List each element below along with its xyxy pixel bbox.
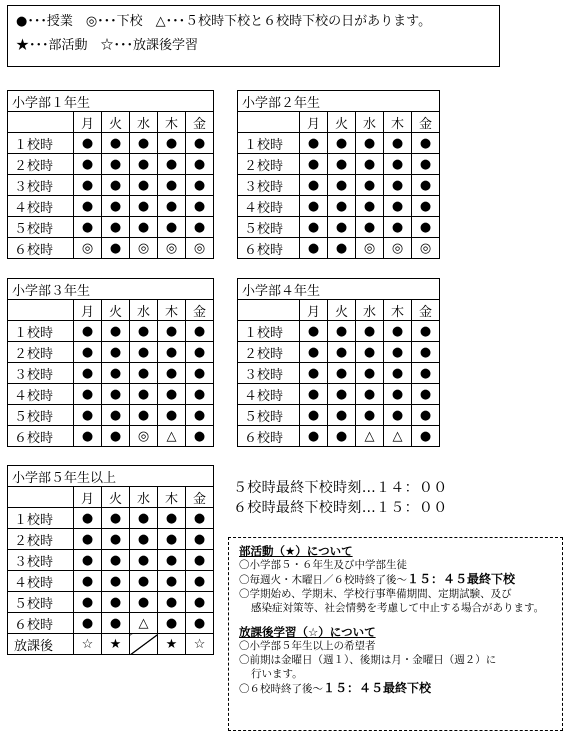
schedule-cell: ● [384, 384, 412, 405]
schedule-cell: ● [186, 613, 214, 634]
schedule-cell: ● [186, 175, 214, 196]
period-label: ５校時 [8, 592, 74, 613]
day-header: 水 [130, 112, 158, 133]
schedule-cell: ● [102, 571, 130, 592]
schedule-cell: ● [74, 342, 102, 363]
schedule-cell: ● [300, 426, 328, 447]
schedule-cell: ● [158, 196, 186, 217]
schedule-cell: ● [186, 321, 214, 342]
day-header: 金 [412, 112, 440, 133]
corner-cell [8, 112, 74, 133]
schedule-cell: ● [384, 363, 412, 384]
timetable-title: 小学部４年生 [238, 279, 440, 300]
schedule-cell: ● [158, 613, 186, 634]
timetable-grade-2 [237, 90, 440, 259]
schedule-cell: ● [186, 405, 214, 426]
schedule-cell: ● [412, 175, 440, 196]
schedule-cell: ● [328, 384, 356, 405]
period-label: ４校時 [8, 196, 74, 217]
day-header: 水 [130, 487, 158, 508]
schedule-cell: ● [130, 571, 158, 592]
schedule-cell: ● [412, 405, 440, 426]
schedule-cell: ● [300, 217, 328, 238]
schedule-cell: ● [186, 508, 214, 529]
schedule-cell: ● [412, 342, 440, 363]
schedule-cell: ◎ [158, 238, 186, 259]
study-heading: 放課後学習（☆）について [239, 625, 376, 639]
schedule-cell: ● [384, 154, 412, 175]
schedule-cell: ● [356, 405, 384, 426]
schedule-cell: ● [158, 154, 186, 175]
legend-line-1: ●･･･授業 ◎･･･下校 △･･･５校時下校と６校時下校の日があります。 [16, 14, 432, 29]
schedule-cell: ● [412, 154, 440, 175]
schedule-cell: ● [74, 529, 102, 550]
schedule-cell: ◎ [130, 426, 158, 447]
schedule-cell: ● [300, 363, 328, 384]
legend-box [7, 5, 500, 67]
study-line: 〇前期は金曜日（週１）、後期は月・金曜日（週２）に [239, 654, 497, 666]
period-label: ３校時 [8, 363, 74, 384]
schedule-cell: ● [158, 321, 186, 342]
study-line [239, 681, 562, 696]
schedule-cell: ● [102, 238, 130, 259]
schedule-cell: ● [158, 405, 186, 426]
schedule-cell: ● [328, 175, 356, 196]
schedule-cell: ● [74, 175, 102, 196]
period-label: ３校時 [8, 175, 74, 196]
schedule-cell: ● [412, 384, 440, 405]
schedule-cell: ● [328, 238, 356, 259]
schedule-cell: ● [186, 133, 214, 154]
schedule-cell: ● [356, 321, 384, 342]
schedule-cell: ● [102, 592, 130, 613]
schedule-cell: ● [300, 133, 328, 154]
schedule-cell: ● [74, 217, 102, 238]
schedule-cell: ● [300, 175, 328, 196]
schedule-cell: ● [186, 550, 214, 571]
timetable-title: 小学部２年生 [238, 91, 440, 112]
period-label: ４校時 [8, 384, 74, 405]
schedule-cell: ● [158, 363, 186, 384]
schedule-cell: △ [356, 426, 384, 447]
day-header: 水 [130, 300, 158, 321]
period-label: ３校時 [238, 175, 300, 196]
schedule-cell: ● [384, 321, 412, 342]
schedule-cell: ● [300, 342, 328, 363]
schedule-cell: ● [328, 133, 356, 154]
schedule-cell: ● [102, 508, 130, 529]
schedule-cell: ★ [158, 634, 186, 655]
day-header: 木 [158, 487, 186, 508]
dismissal-time-5th: ５校時最終下校時刻…１４：００ [233, 480, 448, 496]
schedule-cell: △ [158, 426, 186, 447]
schedule-cell: ● [412, 217, 440, 238]
day-header: 木 [384, 300, 412, 321]
spacer [239, 615, 562, 623]
dismissal-time-6th: ６校時最終下校時刻…１５：００ [233, 500, 448, 516]
day-header: 火 [328, 112, 356, 133]
schedule-cell: ● [384, 175, 412, 196]
schedule-cell: ● [130, 154, 158, 175]
schedule-cell: ● [158, 384, 186, 405]
period-label: １校時 [238, 133, 300, 154]
day-header: 月 [300, 300, 328, 321]
day-header: 金 [186, 487, 214, 508]
day-header: 月 [74, 300, 102, 321]
schedule-cell: ● [384, 217, 412, 238]
corner-cell [8, 300, 74, 321]
schedule-cell: ● [130, 550, 158, 571]
schedule-cell: ● [74, 363, 102, 384]
schedule-cell: ◎ [384, 238, 412, 259]
period-label: ６校時 [8, 238, 74, 259]
schedule-cell: ● [328, 342, 356, 363]
period-label: ３校時 [238, 363, 300, 384]
schedule-cell: ● [158, 592, 186, 613]
schedule-cell: ● [74, 405, 102, 426]
schedule-cell: ☆ [186, 634, 214, 655]
period-label: ５校時 [238, 405, 300, 426]
schedule-cell: ● [186, 154, 214, 175]
corner-cell [8, 487, 74, 508]
schedule-cell: ● [74, 196, 102, 217]
corner-cell [238, 112, 300, 133]
schedule-cell: ● [102, 154, 130, 175]
timetable-title: 小学部５年生以上 [8, 466, 214, 487]
schedule-cell: ● [328, 217, 356, 238]
schedule-cell: ● [130, 217, 158, 238]
day-header: 月 [74, 112, 102, 133]
schedule-cell: ● [158, 175, 186, 196]
period-label: １校時 [8, 508, 74, 529]
schedule-cell: ● [186, 384, 214, 405]
day-header: 火 [102, 112, 130, 133]
schedule-cell: ● [74, 550, 102, 571]
timetable-grade-3 [7, 278, 214, 447]
schedule-cell: ● [328, 321, 356, 342]
period-label: ２校時 [8, 342, 74, 363]
timetable-title: 小学部３年生 [8, 279, 214, 300]
day-header: 水 [356, 300, 384, 321]
schedule-cell: ◎ [356, 238, 384, 259]
schedule-cell: ● [130, 196, 158, 217]
schedule-cell: ☆ [74, 634, 102, 655]
period-label: １校時 [8, 133, 74, 154]
schedule-cell: ● [412, 133, 440, 154]
schedule-cell: ● [158, 571, 186, 592]
schedule-cell: ● [412, 321, 440, 342]
schedule-cell: ● [158, 133, 186, 154]
schedule-cell: ● [356, 175, 384, 196]
study-dismissal-time: １５：４５最終下校 [323, 681, 432, 695]
schedule-cell: ● [300, 238, 328, 259]
notes-box [228, 537, 563, 731]
schedule-cell: ● [158, 342, 186, 363]
period-label: ５校時 [8, 405, 74, 426]
club-line: 〇学期始め、学期末、学校行事準備期間、定期試験、及び [239, 588, 512, 600]
club-line-text: 〇毎週火・木曜日／６校時終了後～ [239, 574, 407, 586]
period-label: ２校時 [238, 154, 300, 175]
club-dismissal-time: １５：４５最終下校 [407, 572, 516, 586]
schedule-cell: ● [158, 217, 186, 238]
period-label: ６校時 [8, 426, 74, 447]
schedule-cell: ● [412, 426, 440, 447]
schedule-cell: ● [102, 321, 130, 342]
club-line: 感染症対策等、社会情勢を考慮して中止する場合があります。 [251, 602, 545, 614]
schedule-cell: ● [328, 363, 356, 384]
schedule-cell: ● [74, 133, 102, 154]
schedule-cell: ● [130, 363, 158, 384]
schedule-cell: ● [186, 342, 214, 363]
period-label: １校時 [238, 321, 300, 342]
study-line: 〇小学部５年生以上の希望者 [239, 640, 376, 652]
period-label: ２校時 [8, 154, 74, 175]
schedule-cell: ● [130, 133, 158, 154]
day-header: 木 [158, 112, 186, 133]
schedule-cell: ● [384, 196, 412, 217]
schedule-cell: ● [74, 508, 102, 529]
period-label: ４校時 [8, 571, 74, 592]
schedule-cell: ● [102, 550, 130, 571]
period-label: 放課後 [8, 634, 74, 655]
schedule-cell: ● [102, 133, 130, 154]
schedule-cell: ● [412, 363, 440, 384]
schedule-cell: △ [130, 613, 158, 634]
timetable-title: 小学部１年生 [8, 91, 214, 112]
schedule-cell: ● [384, 342, 412, 363]
schedule-cell: ● [102, 384, 130, 405]
legend-line-2: ★･･･部活動 ☆･･･放課後学習 [16, 38, 199, 53]
schedule-cell: ● [186, 571, 214, 592]
schedule-cell: ● [356, 217, 384, 238]
period-label: ４校時 [238, 384, 300, 405]
schedule-cell: ● [412, 196, 440, 217]
schedule-cell: ● [384, 133, 412, 154]
schedule-cell: ● [130, 175, 158, 196]
day-header: 金 [412, 300, 440, 321]
schedule-cell: ● [102, 529, 130, 550]
schedule-cell: ● [102, 175, 130, 196]
schedule-cell: △ [384, 426, 412, 447]
schedule-cell: ● [74, 384, 102, 405]
schedule-cell: ★ [102, 634, 130, 655]
schedule-cell: ● [328, 426, 356, 447]
day-header: 木 [158, 300, 186, 321]
timetable-grade-1 [7, 90, 214, 259]
period-label: ５校時 [8, 217, 74, 238]
schedule-cell: ● [328, 154, 356, 175]
schedule-cell: ● [328, 196, 356, 217]
schedule-cell: ● [102, 363, 130, 384]
schedule-cell: ● [186, 196, 214, 217]
schedule-cell: ● [74, 613, 102, 634]
schedule-cell: ● [74, 571, 102, 592]
schedule-cell: ● [74, 321, 102, 342]
schedule-cell: ● [186, 426, 214, 447]
day-header: 月 [74, 487, 102, 508]
schedule-cell: ● [130, 529, 158, 550]
timetable-grade-5-plus [7, 465, 214, 655]
schedule-cell: ● [130, 321, 158, 342]
club-line: 〇小学部５・６年生及び中学部生徒 [239, 559, 407, 571]
period-label: ６校時 [238, 426, 300, 447]
period-label: ２校時 [8, 529, 74, 550]
timetable-grade-4 [237, 278, 440, 447]
schedule-cell: ● [356, 363, 384, 384]
schedule-cell: ● [300, 196, 328, 217]
schedule-cell: ● [102, 342, 130, 363]
period-label: ４校時 [238, 196, 300, 217]
schedule-cell-crossed [130, 634, 158, 655]
schedule-cell: ◎ [186, 238, 214, 259]
study-line-text: 〇６校時終了後～ [239, 683, 323, 695]
schedule-cell: ● [74, 426, 102, 447]
schedule-cell: ● [130, 384, 158, 405]
schedule-cell: ● [130, 592, 158, 613]
schedule-cell: ● [300, 405, 328, 426]
period-label: １校時 [8, 321, 74, 342]
schedule-cell: ● [186, 529, 214, 550]
corner-cell [238, 300, 300, 321]
day-header: 火 [102, 300, 130, 321]
day-header: 金 [186, 300, 214, 321]
day-header: 金 [186, 112, 214, 133]
day-header: 月 [300, 112, 328, 133]
study-line: 行います。 [251, 668, 303, 680]
schedule-cell: ◎ [412, 238, 440, 259]
club-line [239, 572, 562, 587]
schedule-cell: ● [328, 405, 356, 426]
schedule-cell: ● [74, 154, 102, 175]
schedule-cell: ● [102, 405, 130, 426]
period-label: ５校時 [238, 217, 300, 238]
period-label: ２校時 [238, 342, 300, 363]
schedule-cell: ◎ [74, 238, 102, 259]
schedule-cell: ● [300, 154, 328, 175]
schedule-cell: ● [356, 342, 384, 363]
schedule-cell: ● [158, 529, 186, 550]
schedule-cell: ● [300, 384, 328, 405]
period-label: ６校時 [8, 613, 74, 634]
period-label: ６校時 [238, 238, 300, 259]
period-label: ３校時 [8, 550, 74, 571]
schedule-cell: ◎ [130, 238, 158, 259]
schedule-cell: ● [102, 613, 130, 634]
schedule-cell: ● [356, 196, 384, 217]
dismissal-times [233, 478, 448, 518]
day-header: 木 [384, 112, 412, 133]
schedule-cell: ● [158, 550, 186, 571]
schedule-cell: ● [356, 384, 384, 405]
schedule-cell: ● [130, 508, 158, 529]
schedule-cell: ● [130, 342, 158, 363]
schedule-cell: ● [356, 154, 384, 175]
club-heading: 部活動（★）について [239, 544, 353, 558]
schedule-cell: ● [356, 133, 384, 154]
schedule-cell: ● [384, 405, 412, 426]
schedule-cell: ● [130, 405, 158, 426]
day-header: 水 [356, 112, 384, 133]
schedule-cell: ● [158, 508, 186, 529]
schedule-cell: ● [102, 426, 130, 447]
schedule-cell: ● [300, 321, 328, 342]
day-header: 火 [102, 487, 130, 508]
schedule-cell: ● [74, 592, 102, 613]
schedule-cell: ● [102, 196, 130, 217]
schedule-cell: ● [102, 217, 130, 238]
schedule-cell: ● [186, 592, 214, 613]
schedule-cell: ● [186, 217, 214, 238]
day-header: 火 [328, 300, 356, 321]
schedule-cell: ● [186, 363, 214, 384]
